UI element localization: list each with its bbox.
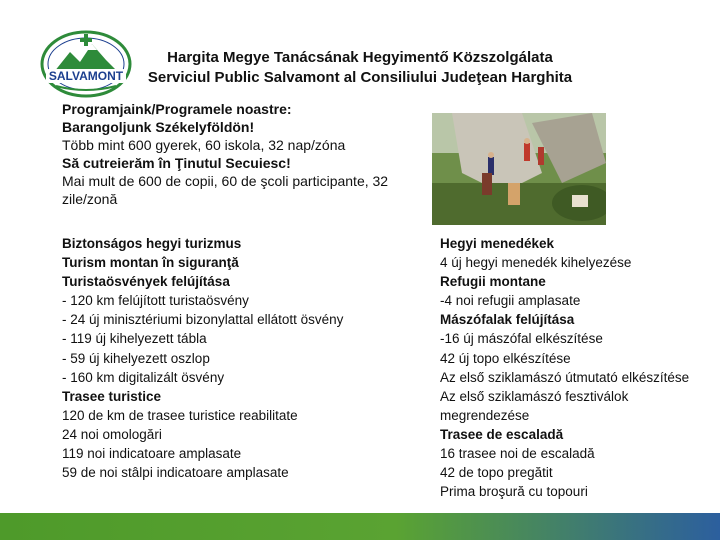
left-line: Trasee turistice [62,388,162,404]
intro-heading: Programjaink/Programele noastre: [62,101,292,117]
left-line: Turism montan în siguranţă [62,255,239,271]
left-line: 59 de noi stâlpi indicatoare amplasate [62,465,289,481]
left-line: 24 noi omologări [62,426,162,442]
right-line: Mászófalak felújítása [440,312,575,328]
title-romanian: Serviciul Public Salvamont al Consiliului Judeţean Harghita [147,69,573,86]
right-line: Refugii montane [440,274,546,290]
left-line: 119 noi indicatoare amplasate [62,446,242,462]
right-line: Az első sziklamászó útmutató elkészítése [440,369,690,385]
programs-intro [62,100,392,208]
left-column [62,234,402,482]
right-line: Hegyi menedékek [440,236,555,251]
right-line: Az első sziklamászó fesztiválok [440,388,629,404]
left-line: - 119 új kihelyezett tábla [62,331,207,347]
right-line: 42 de topo pregătit [440,465,553,481]
left-line: Turistaösvények felújítása [62,274,230,290]
intro-stats-ro-cont: zile/zonă [62,191,118,207]
right-line: Trasee de escaladă [440,426,564,442]
left-line: Biztonságos hegyi turizmus [62,236,242,251]
left-line: - 120 km felújított turistaösvény [62,293,249,309]
footer-banner [0,513,720,540]
right-line: 42 új topo elkészítése [440,350,571,366]
salvamont-logo [40,30,132,98]
left-line: - 59 új kihelyezett oszlop [62,350,210,366]
logo-text: SALVAMONT [48,69,124,83]
left-line: - 160 km digitalizált ösvény [62,369,225,385]
intro-stats-ro: Mai mult de 600 de copii, 60 de şcoli participante, 32 [62,173,389,189]
right-column [440,234,720,501]
right-line: 16 trasee noi de escaladă [440,446,595,462]
right-line: 4 új hegyi menedék kihelyezése [440,255,632,271]
intro-program-ro: Să cutreierăm în Ţinutul Secuiesc! [62,155,291,171]
right-line: megrendezése [440,407,530,423]
left-line: 120 de km de trasee turistice reabilitate [62,407,298,423]
climbers-photo [432,113,606,225]
title-hungarian: Hargita Megye Tanácsának Hegyimentő Közszolgálata [167,49,553,66]
intro-stats-hu: Több mint 600 gyerek, 60 iskola, 32 nap/zóna [62,137,346,153]
right-line: -16 új mászófal elkészítése [440,331,603,347]
page-title [140,48,580,88]
intro-program-hu: Barangoljunk Székelyföldön! [62,119,255,135]
right-line: -4 noi refugii amplasate [440,293,581,309]
right-line: Prima broşură cu topouri [440,484,588,500]
left-line: - 24 új minisztériumi bizonylattal ellátott ösvény [62,312,344,328]
